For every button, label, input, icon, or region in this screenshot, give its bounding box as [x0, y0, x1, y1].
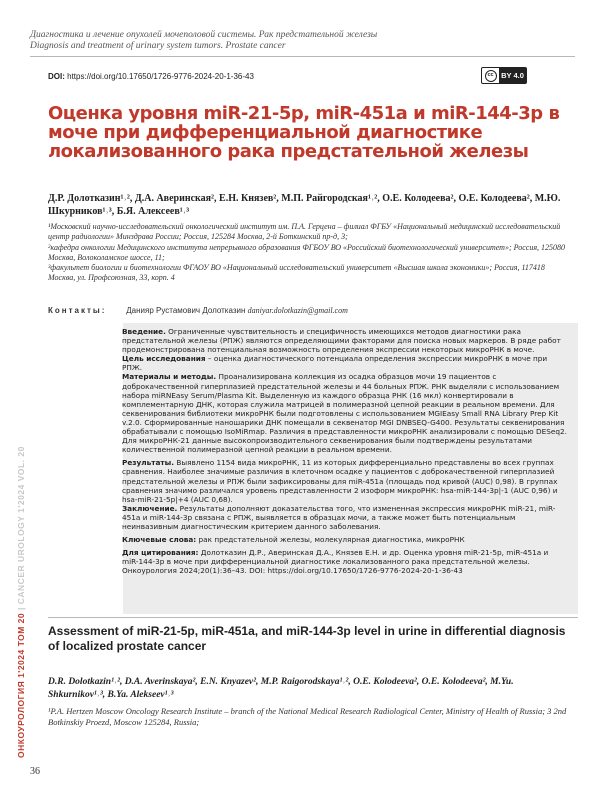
cc-icon — [482, 68, 499, 83]
abstract-results-text: Выявлено 1154 вида микроРНК, 11 из которых дифференциально представлены во всех группах сравнения. Наиболее значимые различия в клеточном осадке у пациентов с доброкачественной гиперплазией предстательной железы и РПЖ были зафиксированы для miR-451a (площадь под кривой (AUC) 0,98). В группах сравнения значимо различался уровень представленности 2 изоформ микроРНК: hsa-miR-144-3p|-1 (AUC 0,96) и hsa-miR-21-5p|+4 (AUC 0,68). — [122, 458, 558, 504]
contact-name: Данияр Рустамович Долотказин — [126, 306, 246, 315]
keywords-text: рак предстательной железы, молекулярная диагностика, микроРНК — [196, 535, 465, 545]
side-journal-en: CANCER UROLOGY — [16, 515, 26, 605]
running-header-ru: Диагностика и лечение опухолей мочеполовой системы. Рак предстательной железы — [30, 30, 378, 40]
abstract-methods-text: Проанализирована коллекция из осадка образцов мочи 19 пациентов с доброкачественной гиперплазией предстательной железы и 44 больных РПЖ. РНК выделяли с использованием набора miRNEasy Serum/Plasma Kit. Выделенную из каждого образца РНК (16 мкл) конвертировали в комплементарную ДНК, которая служила матрицей в полимеразной цепной реакции в реальном времени. Для секвенирования библиотеки микроРНК были подготовлены с использованием MGIEasy Small RNA Library Prep Kit v.2.0. Сформированные наношарики ДНК помещали в секвенатор MGI DNBSEQ-G400. Результаты секвенирования обрабатывали с помощью IsoMiRmap. Различия в представленности микроРНК анализировали с помощью DESeq2. Для микроРНК-21 данные высокопроизводительного секвенирования были подтверждены результатами количественной полимеразной цепной реакции в реальном времени. — [122, 372, 567, 455]
abstract-intro-text: Ограниченные чувствительность и специфичность имеющихся методов диагностики рака предстательной железы (РПЖ) являются определяющими факторами для поиска новых маркеров. В ряде работ продемонстрирована потенциальная возможность определения экспрессии некоторых микроРНК в моче. — [122, 327, 561, 355]
cc-icon-text: cc — [485, 70, 497, 82]
side-vol-ru: ТОМ 20 — [16, 612, 26, 647]
abstract-intro — [122, 327, 567, 454]
contact-email[interactable]: daniyar.dolotkazin@gmail.com — [247, 306, 348, 315]
abstract-aim-head: Цель исследования — [122, 354, 206, 364]
abstract — [122, 327, 567, 579]
running-header-en: Diagnosis and treatment of urinary system tumors. Prostate cancer — [30, 41, 286, 51]
side-year-ru: 1'2024 — [16, 649, 26, 678]
side-vol-en: VOL. 20 — [16, 446, 26, 482]
citation-text: Долотказин Д.Р., Аверинская Д.А., Князев Е.Н. и др. Оценка уровня miR-21-5p, miR-451a и miR-144-3p в моче при дифференциальной диагностике локализованного рака предстательной железы. Онкоурология 2024;20(1):36–43. DOI: https://doi.org/10.17650/1726-9776-2024-20-1-36-43 — [122, 548, 549, 576]
english-section-divider — [48, 617, 578, 618]
abstract-keywords — [122, 535, 567, 544]
doi-label: DOI: — [48, 72, 65, 81]
citation-head: Для цитирования: — [122, 548, 199, 558]
abstract-intro-head: Введение. — [122, 327, 166, 336]
cc-license-badge[interactable] — [481, 67, 527, 84]
page-number: 36 — [30, 766, 40, 777]
running-header — [30, 30, 575, 52]
header-divider — [30, 56, 575, 57]
side-banner — [2, 440, 42, 770]
abstract-results — [122, 458, 567, 531]
article-title-en: Assessment of miR-21-5p, miR-451a, and miR-144-3p level in urine in differential diagnosis of localized prostate cancer — [48, 624, 566, 653]
affiliation-1: ¹Московский научно-исследовательский онкологический институт им. П.А. Герцена – филиал ФГБУ «Национальный медицинский исследовательский центр радиологии» Минздрава России; Россия, 125284 Москва, 2-й Боткинский пр-д, 3; — [48, 222, 561, 242]
affiliation-3: ³факультет биологии и биотехнологии ФГАОУ ВО «Национальный исследовательский университет «Высшая школа экономики»; Россия, 117418 Москва, ул. Профсоюзная, 33, корп. 4 — [48, 263, 545, 283]
affiliation-2: ²кафедра онкологии Медицинского института непрерывного образования ФГБОУ ВО «Российский биотехнологический университет»; Россия, 125080 Москва, Волоколамское шоссе, 11; — [48, 242, 566, 262]
affiliations-ru — [48, 222, 573, 284]
side-banner-text — [16, 446, 26, 758]
abstract-conclusion-text: Результаты дополняют доказательства того, что измененная экспрессия микроРНК miR-21, miR-451a и miR-144-3p связана с РПЖ, выявляется в образцах мочи, а также может быть потенциальным неинвазивным диагностическим критерием данного заболевания. — [122, 503, 556, 531]
abstract-methods-head: Материалы и методы. — [122, 372, 217, 382]
affiliation-en: ¹P.A. Hertzen Moscow Oncology Research Institute – branch of the National Medical Research Radiological Center, Ministry of Health of Russia; 3 2nd Botkinskiy Proezd, Moscow 125284, Russia; — [48, 706, 567, 727]
doi-line — [48, 72, 254, 81]
side-sep: | — [16, 607, 26, 610]
abstract-results-head: Результаты. — [122, 458, 175, 468]
authors-en: D.R. Dolotkazin¹˒², D.A. Averinskaya², E.N. Knyazev², M.P. Raigorodskaya¹˒², O.E. Kolodeeva², O.E. Kolodeeva², M.Yu. Shkurnikov¹˒³, B.Ya. Alekseev¹˒³ — [48, 677, 514, 700]
abstract-citation — [122, 548, 567, 575]
doi-link[interactable]: https://doi.org/10.17650/1726-9776-2024-20-1-36-43 — [67, 72, 254, 81]
contacts — [48, 306, 578, 316]
cc-by-label: BY 4.0 — [499, 68, 526, 83]
keywords-head: Ключевые слова: — [122, 535, 197, 545]
authors-ru: Д.Р. Долотказин¹˒², Д.А. Аверинская², Е.Н. Князев², М.П. Райгородская¹˒², О.Е. Колодеева², О.Е. Колодеева², М.Ю. Шкурников¹˒³, Б.Я. Алексеев¹˒³ — [48, 193, 561, 217]
contacts-label: Контакты: — [48, 306, 107, 315]
abstract-conclusion-head: Заключение. — [122, 503, 178, 513]
article-title-ru: Оценка уровня miR-21-5p, miR-451a и miR-144-3p в моче при дифференциальной диагностике локализованного рака предстательной железы — [48, 103, 560, 162]
abstract-aim-text: – оценка диагностического потенциала определения экспрессии микроРНК в моче при РПЖ. — [122, 354, 548, 373]
side-journal-ru: ОНКОУРОЛОГИЯ — [16, 680, 26, 758]
side-year-en: 1'2024 — [16, 484, 26, 513]
